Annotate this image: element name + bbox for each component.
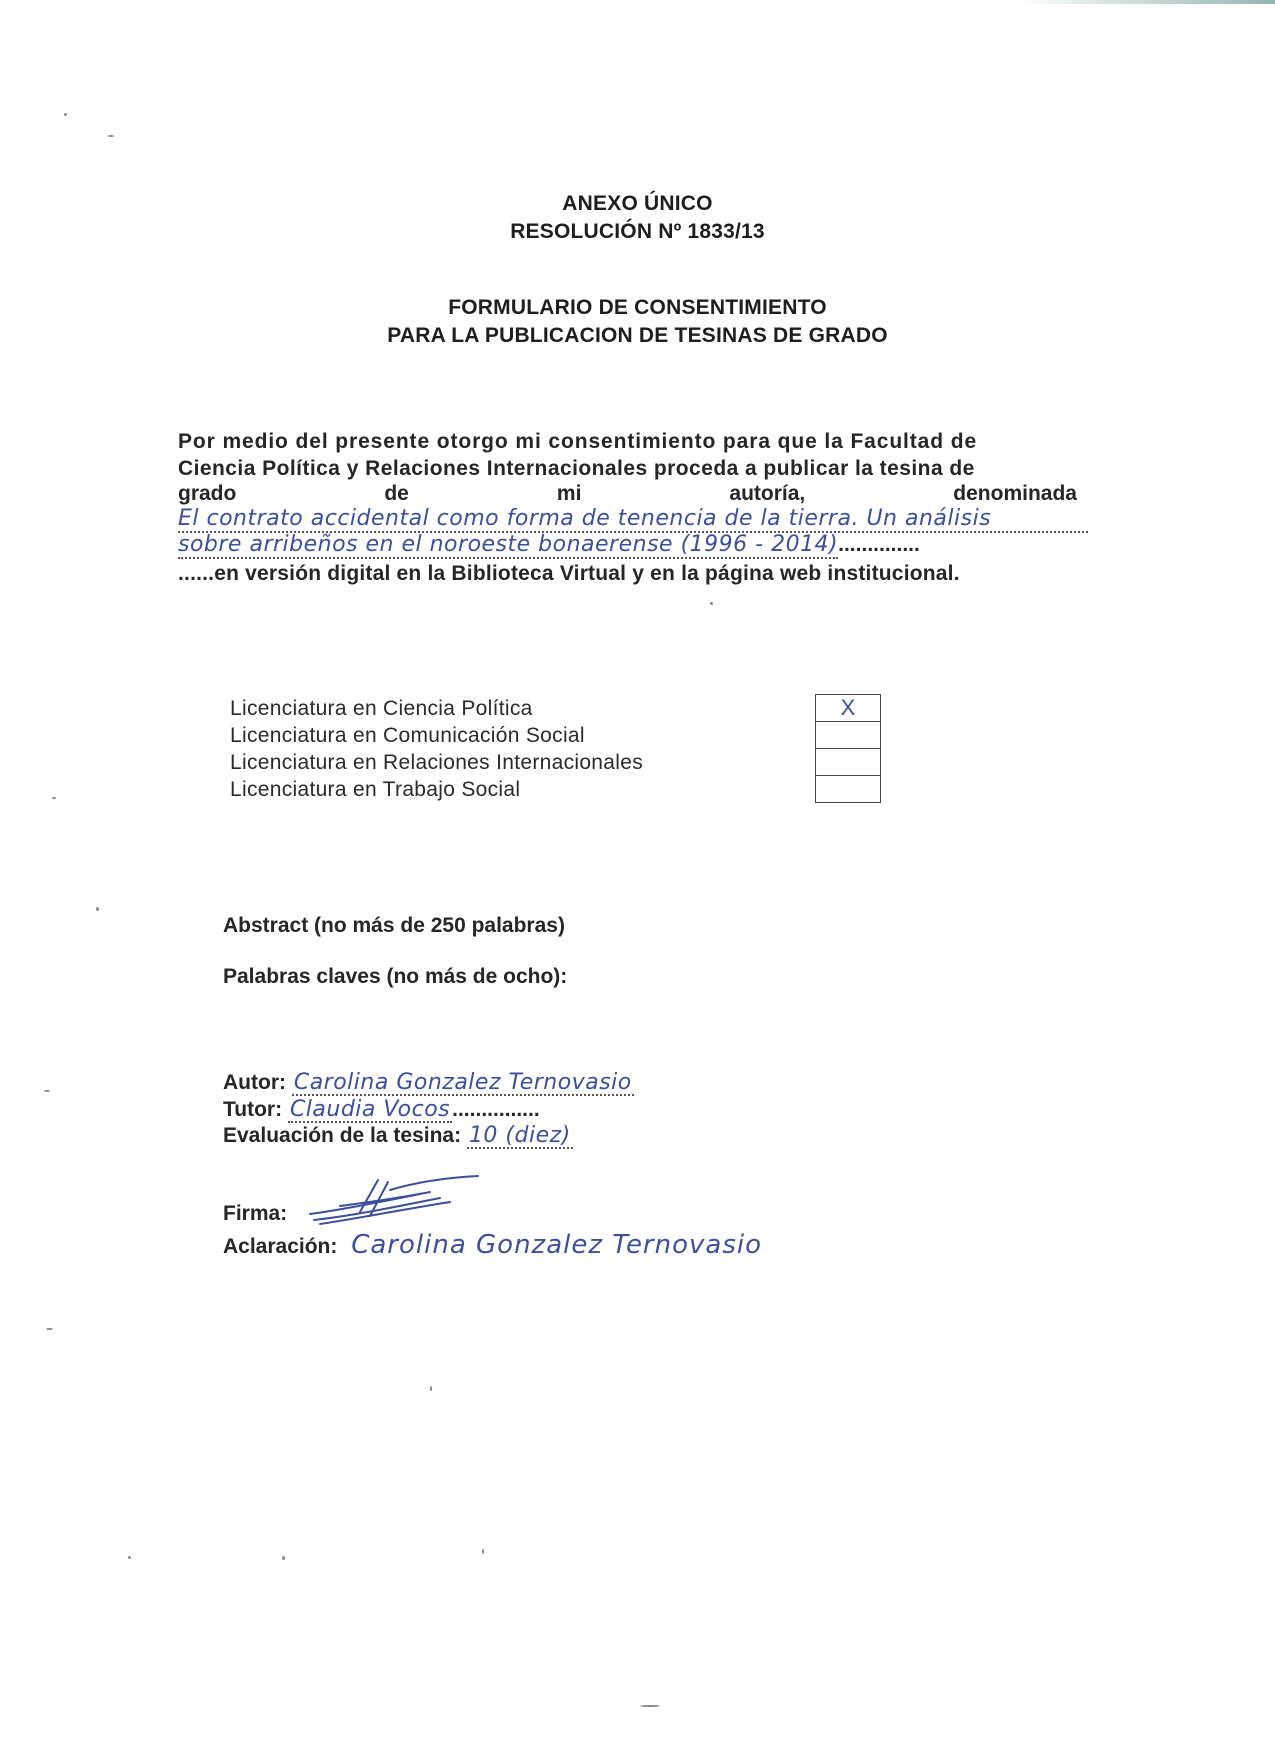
consent-word: de	[384, 482, 409, 505]
degree-relaciones-internacionales: Licenciatura en Relaciones Internacionales	[230, 751, 644, 774]
scan-speck	[710, 602, 713, 605]
consent-word: denominada	[953, 482, 1077, 505]
scan-edge-artifact	[1015, 0, 1275, 4]
title-dots: ..............	[838, 533, 920, 556]
checkbox-relaciones-internacionales[interactable]	[816, 749, 880, 776]
degree-comunicacion-social: Licenciatura en Comunicación Social	[230, 724, 585, 747]
checkbox-ciencia-politica[interactable]: X	[816, 695, 880, 722]
scan-speck	[108, 135, 114, 137]
scan-speck	[128, 1556, 131, 1559]
form-title-line1: FORMULARIO DE CONSENTIMIENTO	[448, 296, 827, 319]
consent-line-2	[178, 457, 1077, 481]
clarification-value: Carolina Gonzalez Ternovasio	[351, 1230, 763, 1260]
author-row	[223, 1071, 634, 1096]
tutor-label: Tutor:	[223, 1098, 283, 1121]
handwritten-thesis-title-line1: El contrato accidental como forma de tenencia de la tierra. Un análisis	[178, 507, 1088, 533]
author-label: Autor:	[223, 1071, 286, 1094]
scan-speck	[282, 1556, 285, 1560]
consent-word: autoría,	[729, 482, 806, 505]
tutor-dots: ...............	[452, 1098, 540, 1121]
annex-title: ANEXO ÚNICO	[562, 192, 713, 215]
resolution-number: RESOLUCIÓN Nº 1833/13	[510, 220, 765, 243]
scan-speck	[46, 1328, 53, 1330]
consent-line-3	[178, 482, 1077, 506]
degree-trabajo-social: Licenciatura en Trabajo Social	[230, 778, 521, 801]
tutor-value: Claudia Vocos	[289, 1097, 451, 1122]
evaluation-row	[223, 1124, 573, 1149]
scan-speck	[52, 797, 56, 799]
evaluation-value: 10 (diez)	[468, 1123, 571, 1148]
consent-word: mi	[556, 482, 582, 505]
clarification-row	[223, 1230, 762, 1260]
scan-speck	[430, 1386, 432, 1391]
consent-text: Por medio del presente otorgo mi consentimiento para que la Facultad de	[178, 430, 978, 453]
scan-speck	[44, 1090, 50, 1092]
checkbox-trabajo-social[interactable]	[816, 776, 880, 802]
degree-checkbox-grid	[815, 694, 881, 803]
handwritten-thesis-title-line2-row	[178, 533, 920, 557]
handwritten-thesis-title-line2: sobre arribeños en el noroeste bonaerense (1996 - 2014)	[178, 532, 839, 557]
signature-row	[223, 1202, 287, 1226]
handwritten-signature	[300, 1172, 480, 1232]
tutor-row	[223, 1098, 540, 1123]
evaluation-label: Evaluación de la tesina:	[223, 1124, 462, 1147]
abstract-label: Abstract (no más de 250 palabras)	[223, 914, 565, 937]
scan-speck	[96, 907, 99, 911]
consent-text: Ciencia Política y Relaciones Internacionales proceda a publicar la tesina de	[178, 457, 975, 480]
checkbox-comunicacion-social[interactable]	[816, 722, 880, 749]
signature-label: Firma:	[223, 1202, 288, 1225]
consent-line-1	[178, 430, 1077, 454]
keywords-label: Palabras claves (no más de ocho):	[223, 965, 568, 988]
clarification-label: Aclaración:	[223, 1235, 338, 1258]
scan-speck	[640, 1705, 660, 1707]
consent-line-5: ......en versión digital en la Biblioteca Virtual y en la página web institucional.	[178, 562, 960, 585]
scan-speck	[482, 1549, 484, 1554]
form-title-line2: PARA LA PUBLICACION DE TESINAS DE GRADO	[387, 324, 888, 347]
author-value: Carolina Gonzalez Ternovasio	[293, 1070, 632, 1095]
degree-ciencia-politica: Licenciatura en Ciencia Política	[230, 697, 533, 720]
scan-speck	[64, 113, 67, 116]
consent-word: grado	[178, 482, 237, 505]
